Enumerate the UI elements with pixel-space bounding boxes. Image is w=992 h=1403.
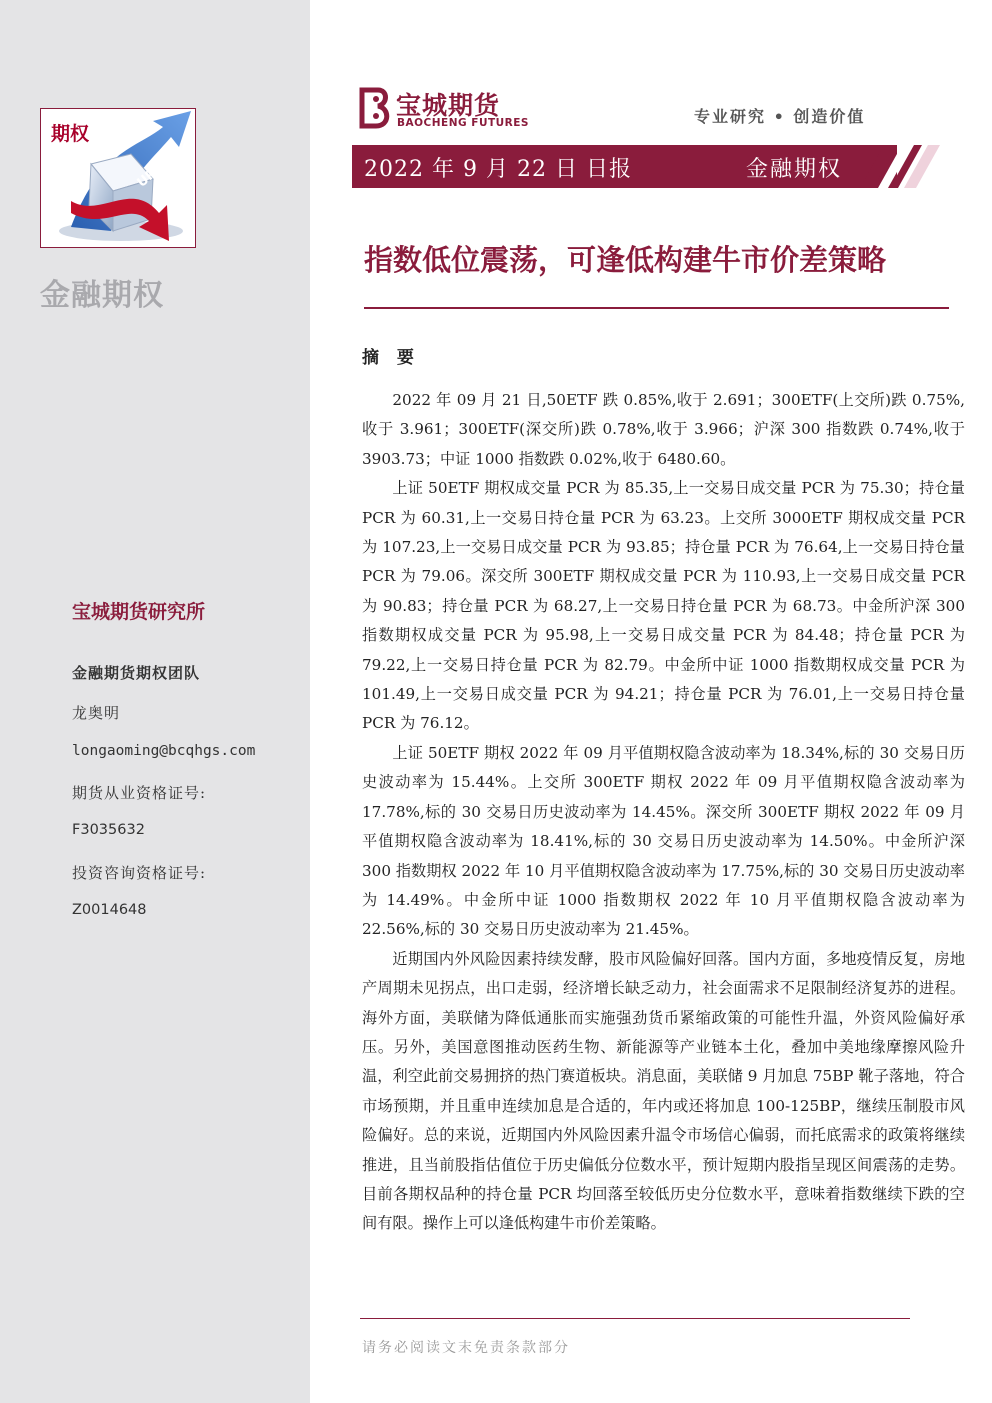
futures-cert-number: F3035632 (72, 822, 145, 838)
report-category: 金融期权 (746, 157, 843, 182)
sidebar-category: 金融期权 (40, 278, 164, 313)
consult-cert-label: 投资咨询资格证号: (72, 864, 207, 882)
futures-cert-label: 期货从业资格证号: (72, 784, 207, 802)
cover-tag: 期权 (51, 123, 90, 145)
paragraph-outlook: 近期国内外风险因素持续发酵，股市风险偏好回落。国内方面，多地疫情反复，房地产周期未见拐点，出口走弱，经济增长缺乏动力，社会面需求不足限制经济复苏的进程。海外方面，美联储为降低通胀而实施强劲货币紧缩政策的可能性升温，外资风险偏好承压。另外，美国意图推动医药生物、新能源等产业链本土化，叠加中美地缘摩擦风险升温，利空此前交易拥挤的热门赛道板块。消息面，美联储 9 月加息 75BP 靴子落地，符合市场预期，并且重申连续加息是合适的，年内或还将加息 100-125BP，继续压制股市风险偏好。总的来说，近期国内外风险因素升温令市场信心偏弱，而托底需求的政策将继续推进，且当前股指估值位于历史偏低分位数水平，预计短期内股指呈现区间震荡的走势。目前各期权品种的持仓量 PCR 均回落至较低历史分位数水平，意味着指数继续下跌的空间有限。操作上可以逢低构建牛市价差策略。 (362, 949, 965, 1233)
company-name-en: BAOCHENG FUTURES (397, 117, 529, 129)
report-date: 2022 年 9 月 22 日 日报 (364, 157, 632, 182)
abstract-body (362, 386, 965, 1239)
consult-cert-number: Z0014648 (72, 902, 147, 918)
team-name: 金融期货期权团队 (72, 664, 201, 682)
footer-disclaimer: 请务必阅读文末免责条款部分 (362, 1340, 570, 1356)
slogan: 专业研究 • 创造价值 (694, 107, 866, 126)
footer-divider (360, 1318, 910, 1319)
report-title: 指数低位震荡，可逢低构建牛市价差策略 (364, 243, 887, 277)
institute-name: 宝城期货研究所 (72, 601, 206, 623)
company-name-cn: 宝城期货 (396, 91, 501, 120)
paragraph-market-close: 2022 年 09 月 21 日,50ETF 跌 0.85%,收于 2.691；300ETF(上交所)跌 0.75%,收于 3.961；300ETF(深交所)跌 0.78%,收于 3.966；沪深 300 指数跌 0.74%,收于 3903.73；中证 1000 指数跌 0.02%,收于 6480.60。 (362, 391, 965, 468)
cover-arrow-text: UP (134, 166, 160, 191)
title-divider (364, 307, 949, 309)
analyst-name: 龙奥明 (72, 704, 121, 722)
cover-image (40, 108, 196, 248)
analyst-email[interactable]: longaoming@bcqhgs.com (72, 743, 256, 759)
paragraph-volatility: 上证 50ETF 期权 2022 年 09 月平值期权隐含波动率为 18.34%,标的 30 交易日历史波动率为 15.44%。上交所 300ETF 期权 2022 年 09 月平值期权隐含波动率为 17.78%,标的 30 交易日历史波动率为 14.45%。深交所 300ETF 期权 2022 年 09 月平值期权隐含波动率为 18.41%,标的 30 交易日历史波动率为 14.50%。中金所沪深 300 指数期权 2022 年 10 月平值期权隐含波动率为 17.75%,标的 30 交易日历史波动率为 14.49%。中金所中证 1000 指数期权 2022 年 10 月平值期权隐含波动率为 22.56%,标的 30 交易日历史波动率为 21.45%。 (362, 743, 965, 939)
company-logo-icon (356, 86, 392, 130)
abstract-heading: 摘 要 (362, 348, 420, 368)
paragraph-pcr: 上证 50ETF 期权成交量 PCR 为 85.35,上一交易日成交量 PCR 为 75.30；持仓量 PCR 为 60.31,上一交易日持仓量 PCR 为 63.23。上交所 3000ETF 期权成交量 PCR 为 107.23,上一交易日成交量 PCR 为 93.85；持仓量 PCR 为 76.64,上一交易日持仓量 PCR 为 79.06。深交所 300ETF 期权成交量 PCR 为 110.93,上一交易日成交量 PCR 为 90.83；持仓量 PCR 为 68.27,上一交易日持仓量 PCR 为 68.73。中金所沪深 300 指数期权成交量 PCR 为 95.98,上一交易日成交量 PCR 为 84.48；持仓量 PCR 为 79.22,上一交易日持仓量 PCR 为 82.79。中金所中证 1000 指数期权成交量 PCR 为 101.49,上一交易日成交量 PCR 为 94.21；持仓量 PCR 为 76.01,上一交易日持仓量 PCR 为 76.12。 (362, 479, 965, 733)
banner-stripes-icon (860, 145, 950, 188)
left-sidebar (0, 0, 310, 1403)
